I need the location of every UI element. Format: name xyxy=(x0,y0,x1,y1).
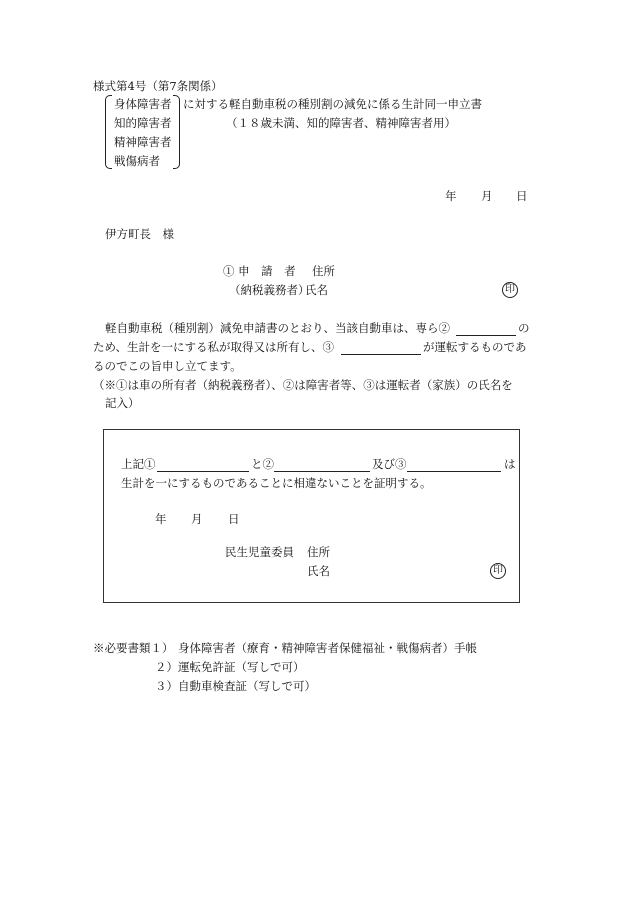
commissioner-name-label: 氏名 xyxy=(307,564,330,578)
cert-and-3: 及び③ xyxy=(372,457,407,471)
body-line-2-end: が運転するものであ xyxy=(423,340,527,354)
addressee: 伊方町長 様 xyxy=(105,227,174,241)
applicant-name-label: 氏名 xyxy=(305,283,328,297)
category-mental: 精神障害者 xyxy=(114,135,172,149)
date-month-label: 月 xyxy=(481,189,493,203)
category-intellectual: 知的障害者 xyxy=(114,116,172,130)
body-line-1-end: の xyxy=(518,321,530,335)
cert-month-label: 月 xyxy=(191,512,203,526)
body-line-3: るのでこの旨申し立てます。 xyxy=(93,359,242,373)
document-item-3: ３）自動車検査証（写しで可） xyxy=(155,679,316,693)
blank-disabled-person xyxy=(456,335,516,336)
blank-driver xyxy=(341,354,421,355)
blank-owner xyxy=(157,471,249,472)
body-line-2: ため、生計を一にする私が取得又は所有し、③ xyxy=(93,340,335,354)
form-number: 様式第4号（第7条関係） xyxy=(93,79,223,93)
applicant-label: ① 申 請 者 xyxy=(223,264,296,278)
document-item-2: ２）運転免許証（写しで可） xyxy=(155,660,305,674)
form-title: に対する軽自動車税の種別割の減免に係る生計同一申立書 xyxy=(183,97,482,111)
note-line-1: （※①は車の所有者（納税義務者）、②は障害者等、③は運転者（家族）の氏名を xyxy=(93,378,513,392)
commissioner-seal-icon: 印 xyxy=(490,563,506,579)
cert-year-label: 年 xyxy=(155,512,167,526)
right-brace xyxy=(173,95,180,169)
documents-heading: ※必要書類１） xyxy=(93,641,174,655)
cert-wa: は xyxy=(504,457,516,471)
note-line-2: 記入） xyxy=(105,396,140,410)
cert-and-2: と② xyxy=(251,457,274,471)
cert-above-label: 上記① xyxy=(121,457,156,471)
blank-driver-family xyxy=(407,471,501,472)
date-year-label: 年 xyxy=(445,189,457,203)
commissioner-address-label: 住所 xyxy=(307,545,330,559)
cert-day-label: 日 xyxy=(228,512,240,526)
commissioner-label: 民生児童委員 xyxy=(225,545,294,559)
left-brace xyxy=(105,95,112,169)
document-item-1: 身体障害者（療育・精神障害者保健福祉・戦傷病者）手帳 xyxy=(178,641,477,655)
applicant-address-label: 住所 xyxy=(312,264,335,278)
seal-icon: 印 xyxy=(502,282,518,298)
cert-statement: 生計を一にするものであることに相違ないことを証明する。 xyxy=(121,476,432,490)
body-line-1: 軽自動車税（種別割）減免申請書のとおり、当該自動車は、専ら② xyxy=(105,321,450,335)
form-subtitle: （１８歳未満、知的障害者、精神障害者用） xyxy=(226,116,456,130)
taxpayer-label: （納税義務者） xyxy=(229,283,310,297)
blank-disabled xyxy=(274,471,370,472)
date-day-label: 日 xyxy=(516,189,528,203)
category-physical: 身体障害者 xyxy=(114,97,172,111)
category-war-injury: 戦傷病者 xyxy=(114,154,160,168)
